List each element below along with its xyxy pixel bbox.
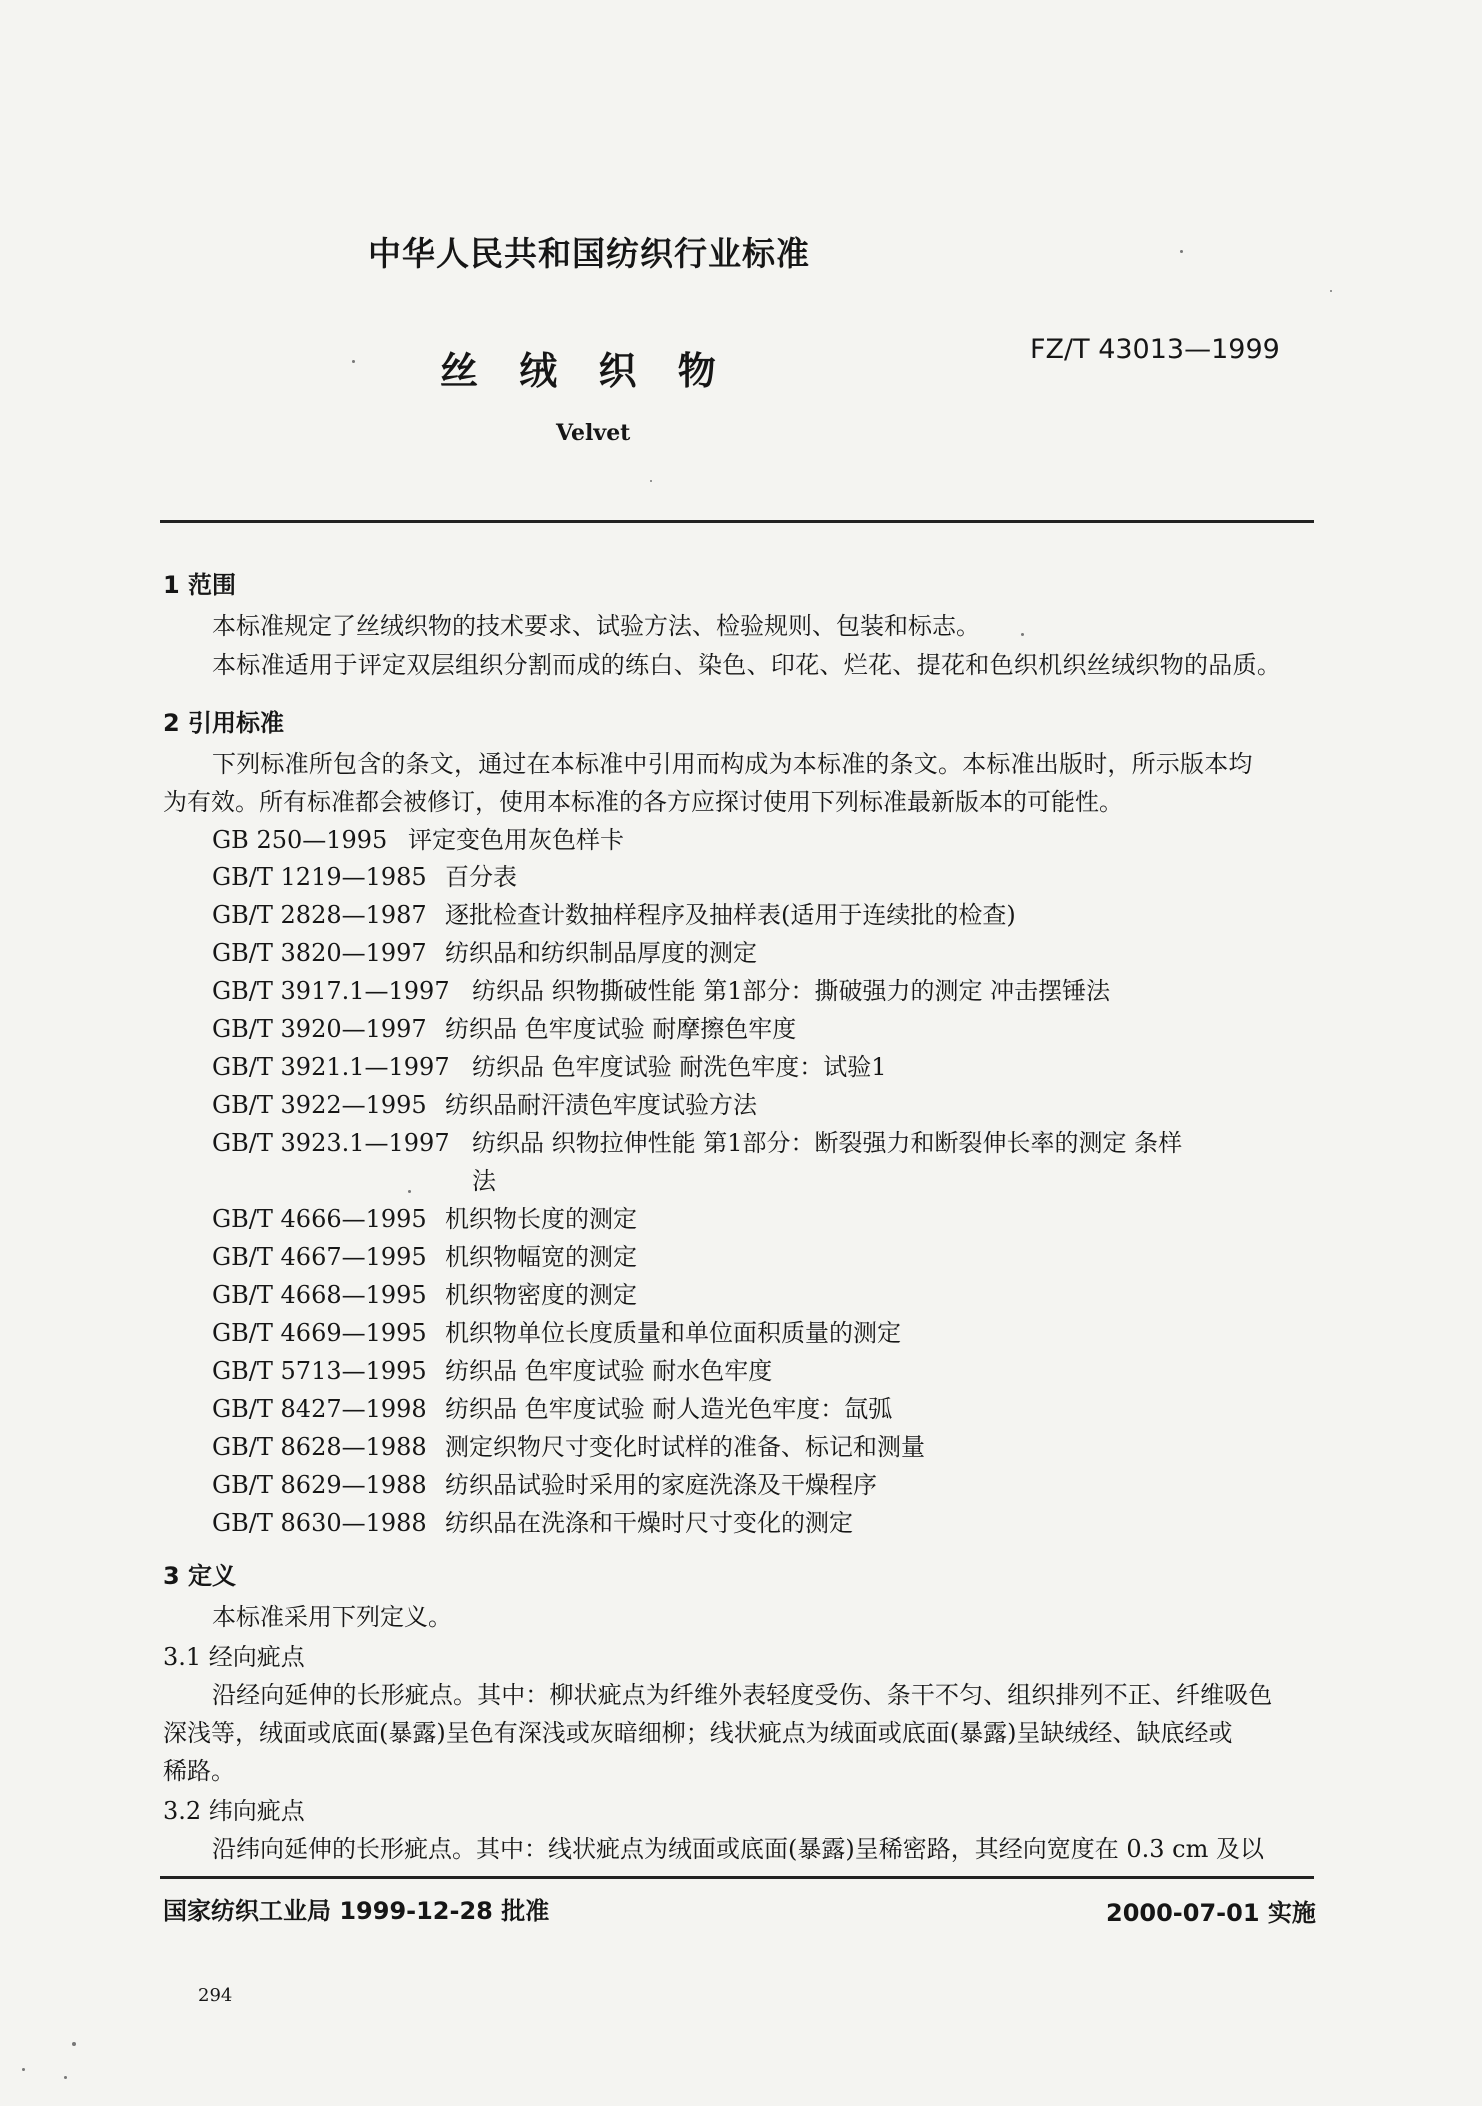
issuing-authority: 中华人民共和国纺织行业标准	[368, 234, 810, 273]
reference-title: 纺织品和纺织制品厚度的测定	[445, 939, 757, 967]
section-3-1-line-3: 稀路。	[163, 1757, 235, 1785]
reference-title: 评定变色用灰色样卡	[408, 826, 624, 854]
section-3-1-line-1: 沿经向延伸的长形疵点。其中：柳状疵点为纤维外表轻度受伤、条干不匀、组织排列不正、纤维吸色	[212, 1681, 1273, 1709]
reference-title: 机织物长度的测定	[445, 1205, 637, 1233]
scan-speck	[352, 360, 355, 363]
scan-speck	[1180, 250, 1183, 253]
section-1-paragraph-1: 本标准规定了丝绒织物的技术要求、试验方法、检验规则、包装和标志。	[212, 612, 980, 640]
reference-title-continuation: 法	[472, 1167, 496, 1195]
reference-title: 机织物密度的测定	[445, 1281, 637, 1309]
reference-title: 机织物单位长度质量和单位面积质量的测定	[445, 1319, 901, 1347]
reference-code: GB/T 8427—1998	[212, 1395, 427, 1423]
reference-code: GB/T 4669—1995	[212, 1319, 427, 1347]
section-3-1-heading: 3.1 经向疵点	[163, 1643, 305, 1671]
section-2-heading: 2 引用标准	[163, 709, 285, 737]
reference-title: 纺织品试验时采用的家庭洗涤及干燥程序	[445, 1471, 877, 1499]
section-1-heading: 1 范围	[163, 571, 237, 599]
reference-title: 纺织品 色牢度试验 耐水色牢度	[445, 1357, 773, 1385]
section-3-intro: 本标准采用下列定义。	[212, 1603, 452, 1631]
section-3-2-line-1: 沿纬向延伸的长形疵点。其中：线状疵点为绒面或底面(暴露)呈稀密路，其经向宽度在 0.3 cm 及以	[212, 1835, 1264, 1863]
reference-code: GB/T 2828—1987	[212, 901, 427, 929]
reference-code: GB/T 4668—1995	[212, 1281, 427, 1309]
reference-title: 逐批检查计数抽样程序及抽样表(适用于连续批的检查)	[445, 901, 1016, 929]
reference-code: GB/T 3920—1997	[212, 1015, 427, 1043]
footer-rule	[160, 1876, 1314, 1879]
scan-speck	[408, 1190, 411, 1193]
section-3-heading: 3 定义	[163, 1562, 237, 1590]
reference-title: 纺织品 色牢度试验 耐摩擦色牢度	[445, 1015, 797, 1043]
reference-code: GB/T 3921.1—1997	[212, 1053, 450, 1081]
document-title: 丝 绒 织 物	[440, 349, 730, 393]
reference-title: 纺织品 色牢度试验 耐洗色牢度：试验1	[472, 1053, 887, 1081]
section-2-intro-line-2: 为有效。所有标准都会被修订，使用本标准的各方应探讨使用下列标准最新版本的可能性。	[163, 788, 1123, 816]
reference-code: GB/T 4667—1995	[212, 1243, 427, 1271]
reference-title: 测定织物尺寸变化时试样的准备、标记和测量	[445, 1433, 925, 1461]
section-1-paragraph-2: 本标准适用于评定双层组织分割而成的练白、染色、印花、烂花、提花和色织机织丝绒织物的品质。	[212, 651, 1282, 679]
scan-speck	[72, 2042, 76, 2046]
reference-code: GB/T 3923.1—1997	[212, 1129, 450, 1157]
reference-code: GB/T 8630—1988	[212, 1509, 427, 1537]
reference-title: 机织物幅宽的测定	[445, 1243, 637, 1271]
reference-title: 纺织品 织物拉伸性能 第1部分：断裂强力和断裂伸长率的测定 条样	[472, 1129, 1183, 1157]
reference-code: GB/T 4666—1995	[212, 1205, 427, 1233]
approval-date: 国家纺织工业局 1999-12-28 批准	[163, 1897, 550, 1925]
header-rule	[160, 520, 1314, 523]
section-3-1-line-2: 深浅等，绒面或底面(暴露)呈色有深浅或灰暗细柳；线状疵点为绒面或底面(暴露)呈缺绒经、缺底经或	[163, 1719, 1233, 1747]
scan-speck	[1330, 290, 1332, 292]
reference-title: 纺织品在洗涤和干燥时尺寸变化的测定	[445, 1509, 853, 1537]
reference-title: 百分表	[445, 863, 517, 891]
reference-code: GB/T 3917.1—1997	[212, 977, 450, 1005]
reference-code: GB/T 8629—1988	[212, 1471, 427, 1499]
reference-title: 纺织品耐汗渍色牢度试验方法	[445, 1091, 757, 1119]
scan-speck	[650, 480, 652, 482]
scan-speck	[22, 2068, 25, 2071]
reference-code: GB/T 3820—1997	[212, 939, 427, 967]
scan-speck	[1021, 633, 1024, 636]
implementation-date: 2000-07-01 实施	[1106, 1899, 1316, 1927]
section-2-intro-line-1: 下列标准所包含的条文，通过在本标准中引用而构成为本标准的条文。本标准出版时，所示版本均	[212, 750, 1253, 778]
scan-speck	[64, 2076, 67, 2079]
reference-code: GB/T 1219—1985	[212, 863, 427, 891]
reference-code: GB/T 3922—1995	[212, 1091, 427, 1119]
reference-code: GB/T 8628—1988	[212, 1433, 427, 1461]
reference-title: 纺织品 织物撕破性能 第1部分：撕破强力的测定 冲击摆锤法	[472, 977, 1111, 1005]
page-number: 294	[198, 1985, 233, 2006]
reference-code: GB 250—1995	[212, 826, 388, 854]
reference-code: GB/T 5713—1995	[212, 1357, 427, 1385]
standard-number: FZ/T 43013—1999	[1030, 334, 1280, 365]
english-title: Velvet	[556, 420, 631, 446]
section-3-2-heading: 3.2 纬向疵点	[163, 1797, 305, 1825]
reference-title: 纺织品 色牢度试验 耐人造光色牢度：氙弧	[445, 1395, 893, 1423]
